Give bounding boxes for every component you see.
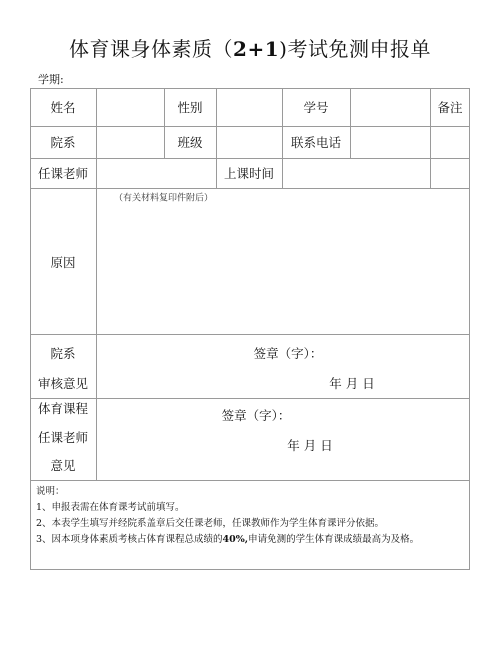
- department-label: 院系: [50, 135, 76, 150]
- row-divider: [30, 480, 470, 481]
- note-item-3-bold: 40%,: [222, 534, 249, 545]
- column-divider: [96, 88, 97, 480]
- column-divider: [216, 88, 217, 158]
- column-divider: [282, 158, 283, 188]
- note-item-3-pre: 3、因本项身体素质考核占体育课程总成绩的: [36, 534, 223, 545]
- note-item-2: 2、本表学生填写并经院系盖章后交任课老师，任课教师作为学生体育课评分依据。: [36, 518, 385, 529]
- name-label: 姓名: [50, 100, 76, 115]
- column-divider: [350, 88, 351, 158]
- notes-heading: 说明：: [36, 486, 65, 497]
- column-divider: [430, 88, 431, 188]
- note-item-1: 1、申报表需在体育课考试前填写。: [36, 502, 185, 513]
- table-border-bottom: [30, 569, 470, 570]
- table-border-left: [30, 88, 31, 570]
- dept-review-label-line1: 院系: [50, 346, 76, 361]
- reason-label: 原因: [50, 255, 76, 270]
- table-border-right: [469, 88, 470, 570]
- column-divider: [164, 88, 165, 158]
- pe-teacher-label-line2: 任课老师: [37, 430, 89, 445]
- remark-label: 备注: [437, 100, 463, 115]
- form-title-bold: 2+1: [233, 37, 280, 61]
- class-time-label: 上课时间: [223, 166, 275, 181]
- form-title-main: 体育课身体素质（: [69, 37, 234, 61]
- term-label: 学期:: [38, 73, 64, 86]
- class-label: 班级: [177, 135, 203, 150]
- pe-signature-label: 签章（字）：: [221, 408, 291, 423]
- notes-section: [36, 484, 419, 548]
- gender-label: 性别: [177, 100, 203, 115]
- column-divider: [282, 88, 283, 158]
- form-title-tail: )考试免测申报单: [279, 37, 431, 61]
- form-title: [0, 33, 500, 62]
- pe-teacher-label-line3: 意见: [50, 458, 76, 473]
- column-divider: [216, 158, 217, 188]
- pe-teacher-label-line1: 体育课程: [37, 401, 89, 416]
- dept-date-label: 年 月 日: [329, 376, 375, 391]
- note-item-3: [36, 532, 419, 548]
- note-item-3-post: 申请免测的学生体育课成绩最高为及格。: [248, 534, 420, 545]
- phone-label: 联系电话: [290, 135, 342, 150]
- pe-date-label: 年 月 日: [287, 438, 333, 453]
- student-id-label: 学号: [303, 100, 329, 115]
- teacher-label: 任课老师: [37, 166, 89, 181]
- dept-signature-label: 签章（字）：: [253, 346, 323, 361]
- dept-review-label-line2: 审核意见: [37, 376, 89, 391]
- attachment-note: （有关材料复印件附后）: [114, 193, 214, 204]
